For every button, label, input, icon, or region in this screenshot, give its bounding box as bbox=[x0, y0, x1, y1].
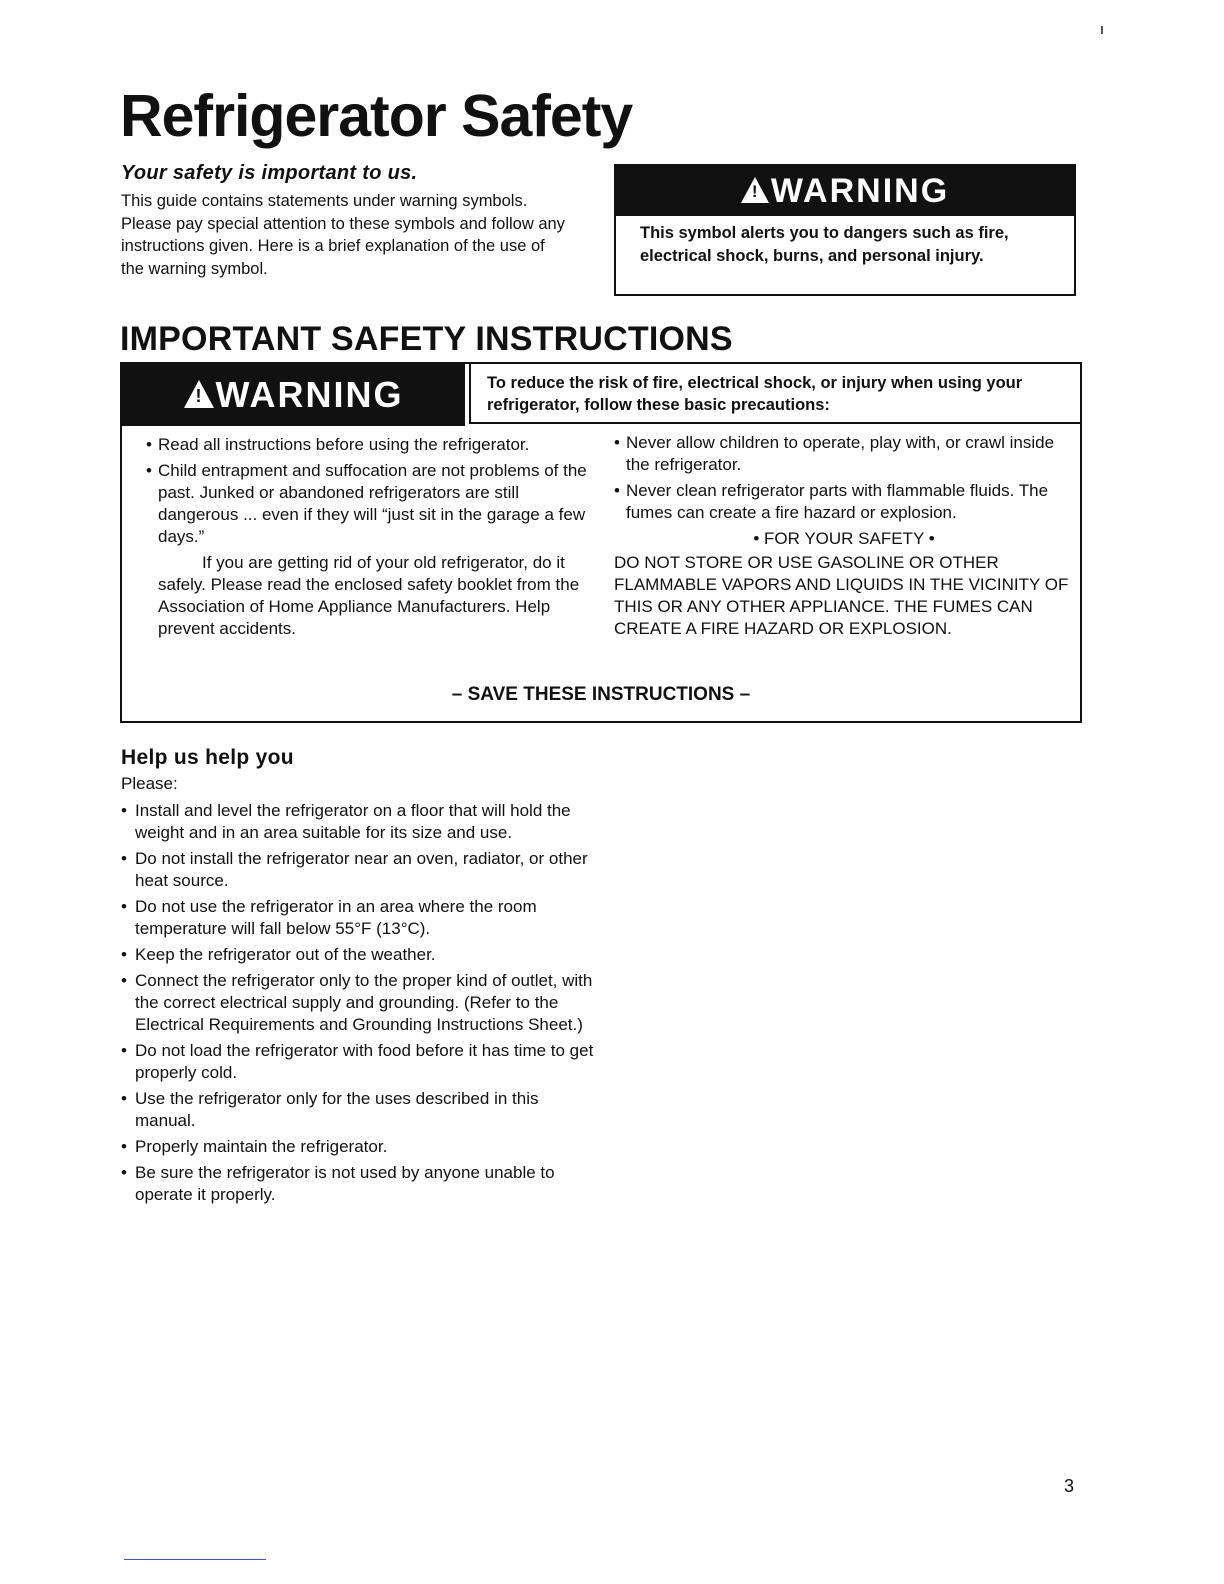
save-instructions-line: – SAVE THESE INSTRUCTIONS – bbox=[451, 684, 751, 705]
safety-instructions-heading: IMPORTANT SAFETY INSTRUCTIONS bbox=[120, 320, 733, 358]
safety-right-column bbox=[614, 432, 1074, 640]
list-item: • Read all instructions before using the refrigerator. bbox=[146, 434, 596, 456]
gasoline-warning-text: DO NOT STORE OR USE GASOLINE OR OTHER FLAMMABLE VAPORS AND LIQUIDS IN THE VICINITY OF THIS OR ANY OTHER APPLIANCE. THE FUMES CAN CREATE A FIRE HAZARD OR EXPLOSION. bbox=[614, 553, 1069, 638]
list-item: • Connect the refrigerator only to the proper kind of outlet, with the correct electrical supply and grounding. (Refer to the Electrical Requirements and Grounding Instructions Sheet.) bbox=[121, 970, 601, 1036]
list-item: • Do not use the refrigerator in an area where the room temperature will fall below 55°F (13°C). bbox=[121, 896, 601, 940]
warning-symbol-text: This symbol alerts you to dangers such as fire, electrical shock, burns, and personal injury. bbox=[640, 224, 1009, 265]
safety-instructions-box bbox=[120, 362, 1082, 723]
list-item: • Be sure the refrigerator is not used by anyone unable to operate it properly. bbox=[121, 1162, 601, 1206]
list-item: • Do not load the refrigerator with food before it has time to get properly cold. bbox=[121, 1040, 601, 1084]
help-intro: Please: bbox=[121, 774, 178, 793]
page-number: 3 bbox=[1064, 1476, 1075, 1496]
help-list bbox=[121, 800, 601, 1210]
list-item: • Install and level the refrigerator on a floor that will hold the weight and in an area suitable for its size and use. bbox=[121, 800, 601, 844]
safety-warning-label: WARNING bbox=[215, 374, 404, 415]
warning-triangle-icon bbox=[184, 380, 214, 408]
precautions-header: To reduce the risk of fire, electrical shock, or injury when using your refrigerator, follow these basic precautions: bbox=[469, 364, 1080, 424]
safety-warning-banner bbox=[122, 364, 465, 426]
list-item: • Use the refrigerator only for the uses described in this manual. bbox=[121, 1088, 601, 1132]
list-item: • Do not install the refrigerator near an oven, radiator, or other heat source. bbox=[121, 848, 601, 892]
list-item: • Never allow children to operate, play with, or crawl inside the refrigerator. bbox=[614, 432, 1074, 476]
warning-banner bbox=[616, 166, 1074, 216]
footer-rule bbox=[124, 1559, 266, 1560]
list-item: • Child entrapment and suffocation are not problems of the past. Junked or abandoned refrigerators are still dangerous ... even if they will “just sit in the garage a few days.” bbox=[146, 460, 596, 548]
warning-symbol-box bbox=[614, 164, 1076, 296]
help-heading: Help us help you bbox=[121, 746, 294, 769]
warning-banner-label: WARNING bbox=[770, 171, 950, 210]
warning-triangle-icon bbox=[741, 177, 769, 203]
list-item: • Keep the refrigerator out of the weather. bbox=[121, 944, 601, 966]
scan-mark bbox=[1101, 26, 1103, 34]
intro-text: This guide contains statements under warning symbols. Please pay special attention to these symbols and follow any instructions given. Here is a brief explanation of the use of the warning symbol. bbox=[121, 192, 565, 278]
page-title: Refrigerator Safety bbox=[120, 83, 633, 149]
safety-left-column bbox=[146, 434, 596, 640]
disposal-paragraph: If you are getting rid of your old refrigerator, do it safely. Please read the enclosed safety booklet from the Association of Home Appliance Manufacturers. Help prevent accidents. bbox=[158, 553, 580, 638]
for-your-safety-label: • FOR YOUR SAFETY • bbox=[753, 529, 935, 548]
list-item: • Never clean refrigerator parts with flammable fluids. The fumes can create a fire hazard or explosion. bbox=[614, 480, 1074, 524]
intro-heading: Your safety is important to us. bbox=[121, 162, 418, 184]
list-item: • Properly maintain the refrigerator. bbox=[121, 1136, 601, 1158]
